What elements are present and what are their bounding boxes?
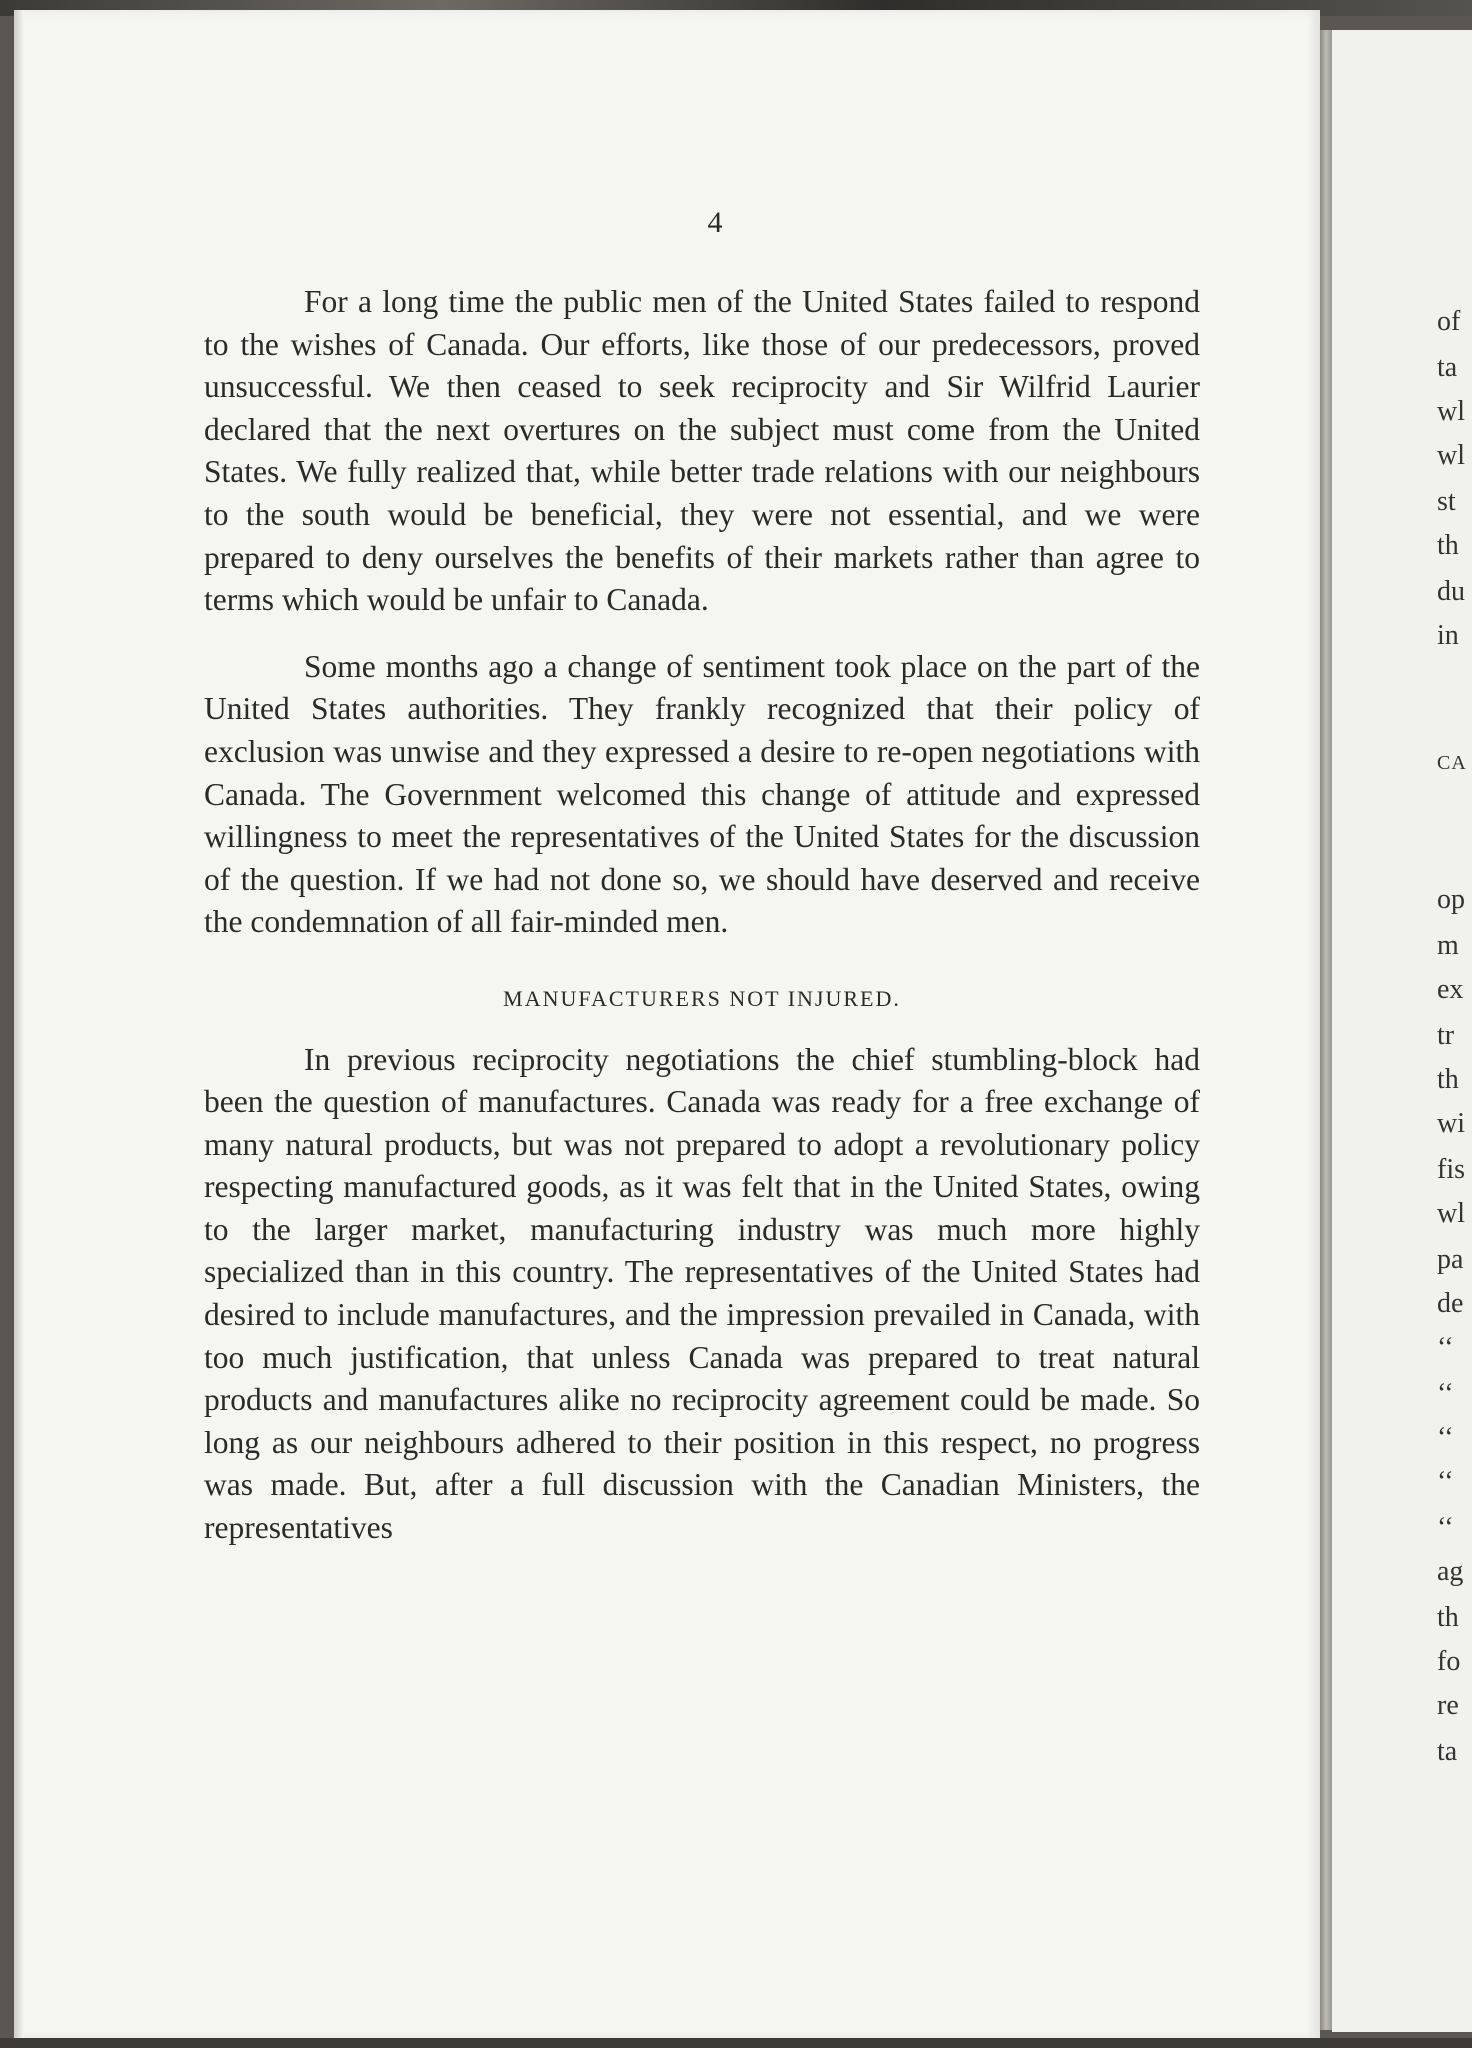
facing-page-fragment: tr bbox=[1437, 1020, 1455, 1051]
facing-page-fragment: wl bbox=[1437, 1198, 1465, 1229]
book-gutter bbox=[1320, 30, 1332, 2030]
paragraph: In previous reciprocity negotiations the chief stumbling-block had been the question of manufactures. Canada was ready for a free exchange of many natural products, but was not prepared to adopt a revolutionary policy respecting manufactured goods, as it was felt that in the United States, owing to the larger market, manufacturing industry was much more highly specialized than in this country. The representatives of the United States had desired to include manufactures, and the impression prevailed in Canada, with too much justification, that unless Canada was prepared to treat natural products and manufactures alike no reciprocity agreement could be made. So long as our neighbours adhered to their position in this respect, no progress was made. But, after a full discussion with the Canadian Ministers, the representatives bbox=[204, 1041, 1200, 1546]
facing-page-fragment: ‘‘ bbox=[1437, 1422, 1454, 1453]
section-heading: MANUFACTURERS NOT INJURED. bbox=[503, 985, 901, 1011]
facing-page-fragment: fis bbox=[1437, 1154, 1465, 1185]
facing-page-fragment: wl bbox=[1437, 440, 1465, 471]
facing-page-fragment: ag bbox=[1437, 1556, 1464, 1587]
facing-page-fragment: th bbox=[1437, 530, 1459, 561]
page-body bbox=[204, 281, 1200, 1550]
facing-page-fragment: re bbox=[1437, 1690, 1459, 1721]
page-number: 4 bbox=[707, 206, 723, 239]
facing-page-fragment: in bbox=[1437, 620, 1459, 651]
facing-page-fragment: ta bbox=[1437, 1736, 1458, 1767]
facing-page-fragment: fo bbox=[1437, 1646, 1461, 1677]
facing-page-fragment: CA bbox=[1437, 752, 1467, 774]
facing-page-fragment: ‘‘ bbox=[1437, 1332, 1454, 1363]
facing-page-fragment: th bbox=[1437, 1602, 1459, 1633]
facing-page-fragment: pa bbox=[1437, 1244, 1464, 1275]
facing-page-fragment: th bbox=[1437, 1064, 1459, 1095]
facing-page-fragment: ‘‘ bbox=[1437, 1378, 1454, 1409]
facing-page-fragment: m bbox=[1437, 930, 1459, 961]
facing-page-fragment: op bbox=[1437, 884, 1465, 915]
facing-page-fragment: du bbox=[1437, 576, 1465, 607]
facing-page-fragment: ta bbox=[1437, 352, 1458, 383]
facing-page-fragment: wl bbox=[1437, 396, 1465, 427]
facing-page-fragment: st bbox=[1437, 486, 1456, 517]
facing-page-fragment: de bbox=[1437, 1288, 1464, 1319]
facing-page-fragment: of bbox=[1437, 306, 1461, 337]
facing-page-fragment: wi bbox=[1437, 1108, 1465, 1139]
paragraph: For a long time the public men of the United States failed to respond to the wishes of Canada. Our efforts, like those of our predecessors, proved unsuccessful. We then ceased to seek reciprocity and Sir Wilfrid Laurier declared that the next overtures on the subject must come from the United States. We fully realized that, while better trade relations with our neighbours to the south would be beneficial, they were not essential, and we were prepared to deny ourselves the benefits of their markets rather than agree to terms which would be unfair to Canada. bbox=[204, 284, 1200, 618]
facing-page-fragment: ex bbox=[1437, 974, 1464, 1005]
scan-bottom-edge bbox=[0, 2038, 1472, 2048]
facing-page-fragment: ‘‘ bbox=[1437, 1466, 1454, 1497]
paragraph: Some months ago a change of sentiment took place on the part of the United States authorities. They frankly recognized that their policy of exclusion was unwise and they expressed a desire to re-open negotiations with Canada. The Government welcomed this change of attitude and expressed willingness to meet the representatives of the United States for the discussion of the question. If we had not done so, we should have deserved and receive the condemnation of all fair-minded men. bbox=[204, 648, 1200, 940]
facing-page-fragment: ‘‘ bbox=[1437, 1512, 1454, 1543]
